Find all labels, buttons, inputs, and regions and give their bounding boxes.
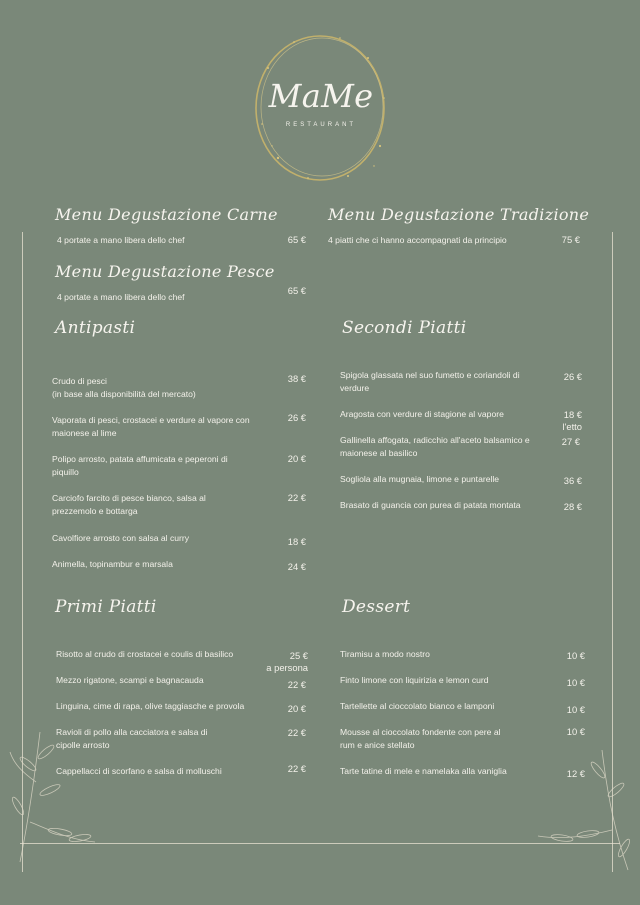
- primi-price: 22 €: [287, 727, 306, 738]
- primi-item: Ravioli di pollo alla cacciatora e salsa di cipolle arrosto: [56, 727, 208, 750]
- section-title-primi: Primi Piatti: [55, 597, 157, 617]
- secondi-item: Aragosta con verdure di stagione al vapore: [340, 409, 504, 419]
- secondi-price: 26 €: [563, 371, 582, 382]
- primi-item: Linguina, cime di rapa, olive taggiasche e provola: [56, 701, 245, 711]
- tasting-price-pesce: 65 €: [287, 285, 306, 296]
- antipasti-item: Vaporata di pesci, crostacei e verdure al vapore con maionese al lime: [52, 415, 250, 438]
- antipasti-item: Polipo arrosto, patata affumicata e peperoni di piquillo: [52, 454, 228, 477]
- tasting-title-tradizione: Menu Degustazione Tradizione: [328, 205, 590, 224]
- dessert-item: Tartellette al cioccolato bianco e lamponi: [340, 701, 495, 711]
- section-title-antipasti: Antipasti: [55, 318, 136, 338]
- logo-name: MaMe: [268, 77, 374, 115]
- antipasti-item: Crudo di pesci (in base alla disponibilità del mercato): [52, 376, 196, 399]
- primi-item: Risotto al crudo di crostacei e coulis di basilico: [56, 649, 234, 659]
- olive-branch-icon: [0, 712, 110, 872]
- dessert-price: 10 €: [566, 677, 585, 688]
- tasting-title-pesce: Menu Degustazione Pesce: [55, 262, 275, 281]
- antipasti-item: Carciofo farcito di pesce bianco, salsa al prezzemolo e bottarga: [52, 493, 206, 516]
- antipasti-item: Cavolfiore arrosto con salsa al curry: [52, 533, 190, 543]
- antipasti-price: 20 €: [287, 453, 306, 464]
- tasting-title-carne: Menu Degustazione Carne: [55, 205, 278, 224]
- tasting-desc-tradizione: 4 piatti che ci hanno accompagnati da principio: [328, 235, 507, 245]
- logo-subtitle: RESTAURANT: [285, 122, 357, 128]
- secondi-item: Sogliola alla mugnaia, limone e puntarelle: [340, 474, 500, 484]
- dessert-price: 10 €: [566, 726, 585, 737]
- secondi-price: 18 € l'etto: [562, 409, 582, 432]
- secondi-item: Brasato di guancia con purea di patata montata: [340, 500, 521, 510]
- dessert-price: 12 €: [566, 768, 585, 779]
- antipasti-price: 38 €: [287, 373, 306, 384]
- tasting-price-carne: 65 €: [287, 234, 306, 245]
- secondi-price: 36 €: [563, 475, 582, 486]
- primi-item: Cappellacci di scorfano e salsa di molluschi: [56, 766, 222, 776]
- dessert-price: 10 €: [566, 704, 585, 715]
- primi-price: 20 €: [287, 703, 306, 714]
- secondi-price: 27 €: [561, 436, 580, 447]
- dessert-item: Tiramisu a modo nostro: [340, 649, 430, 659]
- tasting-desc-pesce: 4 portate a mano libera dello chef: [57, 292, 185, 302]
- primi-price: 25 € a persona: [266, 650, 308, 673]
- antipasti-price: 18 €: [287, 536, 306, 547]
- section-title-dessert: Dessert: [342, 597, 411, 617]
- section-title-secondi: Secondi Piatti: [342, 318, 467, 338]
- dessert-item: Tarte tatine di mele e namelaka alla vaniglia: [340, 766, 507, 776]
- olive-branch-icon: [528, 740, 640, 880]
- secondi-price: 28 €: [563, 501, 582, 512]
- tasting-price-tradizione: 75 €: [561, 234, 580, 245]
- antipasti-price: 22 €: [287, 492, 306, 503]
- primi-item: Mezzo rigatone, scampi e bagnacauda: [56, 675, 204, 685]
- dessert-item: Mousse al cioccolato fondente con pere al rum e anice stellato: [340, 727, 501, 750]
- tasting-desc-carne: 4 portate a mano libera dello chef: [57, 235, 185, 245]
- dessert-item: Finto limone con liquirizia e lemon curd: [340, 675, 489, 685]
- antipasti-price: 24 €: [287, 561, 306, 572]
- antipasti-item: Animella, topinambur e marsala: [52, 559, 173, 569]
- dessert-price: 10 €: [566, 650, 585, 661]
- primi-price: 22 €: [287, 679, 306, 690]
- primi-price: 22 €: [287, 763, 306, 774]
- secondi-item: Spigola glassata nel suo fumetto e coriandoli di verdure: [340, 370, 520, 393]
- antipasti-price: 26 €: [287, 412, 306, 423]
- secondi-item: Gallinella affogata, radicchio all'aceto balsamico e maionese al basilico: [340, 435, 530, 458]
